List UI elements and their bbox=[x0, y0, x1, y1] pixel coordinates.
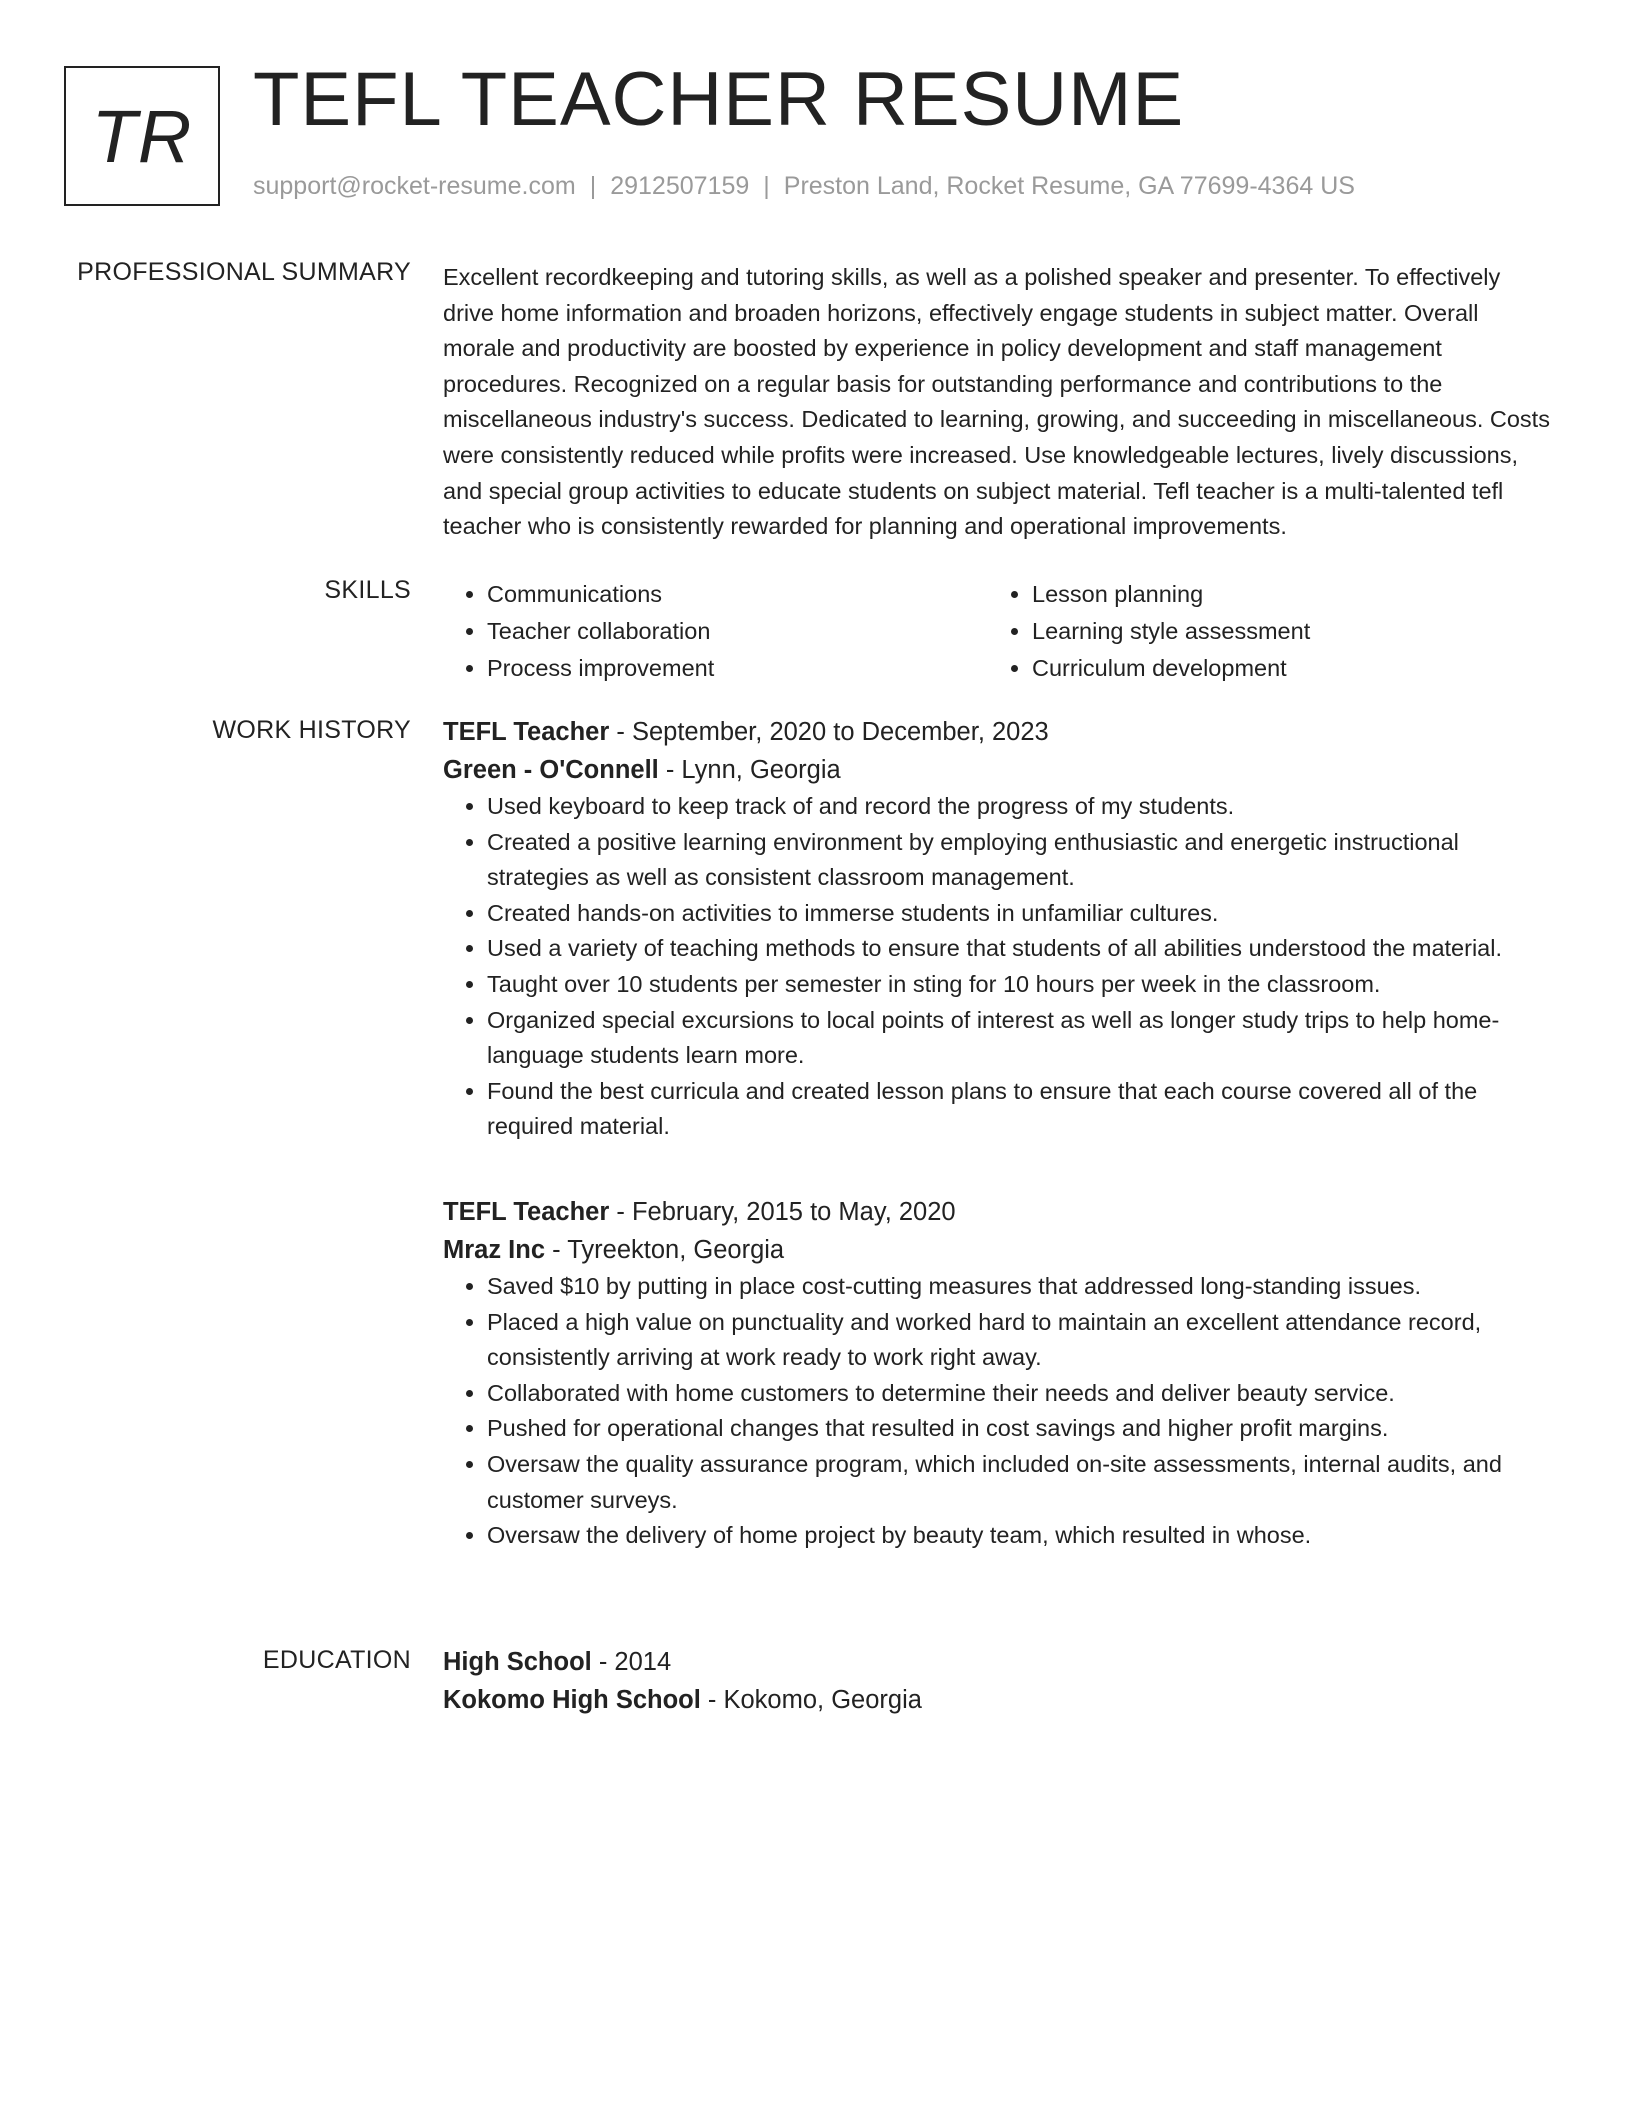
monogram-logo: TR bbox=[64, 66, 220, 206]
contact-email: support@rocket-resume.com bbox=[253, 172, 576, 200]
skill-item: • Lesson planning bbox=[1032, 576, 1533, 613]
contact-address: Preston Land, Rocket Resume, GA 77699-4364 US bbox=[783, 172, 1355, 200]
job-title: TEFL Teacher bbox=[443, 1197, 610, 1226]
job-duty: • Collaborated with home customers to determine their needs and deliver beauty service. bbox=[487, 1376, 1555, 1412]
skill-item: • Communications bbox=[487, 576, 988, 613]
job-duty: • Saved $10 by putting in place cost-cutting measures that addressed long-standing issues. bbox=[487, 1269, 1555, 1305]
job-company: Mraz Inc bbox=[443, 1235, 546, 1264]
contact-line bbox=[253, 172, 1355, 201]
job-dates: - February, 2015 to May, 2020 bbox=[609, 1197, 956, 1226]
job-duties-list bbox=[443, 1269, 1555, 1554]
education-degree: High School bbox=[443, 1648, 592, 1676]
resume-title: TEFL TEACHER RESUME bbox=[253, 57, 1185, 142]
skills-list-right bbox=[988, 576, 1533, 687]
job-dates: - September, 2020 to December, 2023 bbox=[609, 718, 1049, 746]
job-location: - Tyreekton, Georgia bbox=[545, 1235, 785, 1264]
skills-list-left bbox=[443, 576, 988, 687]
job-title-line bbox=[443, 1193, 1555, 1231]
work-history-heading: WORK HISTORY bbox=[212, 716, 411, 744]
job-entry bbox=[443, 1193, 1555, 1554]
skill-item: • Process improvement bbox=[487, 650, 988, 687]
job-duties-list bbox=[443, 789, 1555, 1145]
job-duty: • Placed a high value on punctuality and worked hard to maintain an excellent attendance record, consistently arriving at work ready to work right away. bbox=[487, 1305, 1555, 1376]
job-duty: • Organized special excursions to local points of interest as well as longer study trips to help home-language students learn more. bbox=[487, 1003, 1555, 1074]
education-location: - Kokomo, Georgia bbox=[700, 1686, 922, 1714]
job-duty: • Oversaw the delivery of home project by beauty team, which resulted in whose. bbox=[487, 1518, 1555, 1554]
job-location: - Lynn, Georgia bbox=[658, 756, 841, 784]
job-duty: • Taught over 10 students per semester in sting for 10 hours per week in the classroom. bbox=[487, 967, 1555, 1003]
education-year: - 2014 bbox=[591, 1648, 672, 1676]
education-school-line bbox=[443, 1681, 1555, 1719]
job-company: Green - O'Connell bbox=[443, 756, 659, 784]
contact-phone: 2912507159 bbox=[610, 172, 750, 200]
education-heading: EDUCATION bbox=[262, 1646, 411, 1674]
skills-body bbox=[443, 576, 1555, 687]
job-company-line bbox=[443, 751, 1555, 789]
education-school: Kokomo High School bbox=[443, 1686, 701, 1714]
skill-item: • Curriculum development bbox=[1032, 650, 1533, 687]
contact-separator: | bbox=[589, 172, 597, 200]
summary-text: Excellent recordkeeping and tutoring skills, as well as a polished speaker and presenter. To effectively drive home information and broaden horizons, effectively engage students in subject matter. Overall morale and productivity are boosted by experience in policy development and staff management procedures. Recognized on a regular basis for outstanding performance and contributions to the miscellaneous industry's success. Dedicated to learning, growing, and succeeding in miscellaneous. Costs were consistently reduced while profits were increased. Use knowledgeable lectures, lively discussions, and special group activities to educate students on subject material. Tefl teacher is a multi-talented tefl teacher who is consistently rewarded for planning and operational improvements. bbox=[443, 264, 1550, 540]
contact-separator: | bbox=[763, 172, 770, 200]
job-title-line bbox=[443, 713, 1555, 751]
job-duty: • Used a variety of teaching methods to ensure that students of all abilities understood the material. bbox=[487, 931, 1555, 967]
summary-body bbox=[443, 260, 1555, 545]
job-duty: • Created a positive learning environment by employing enthusiastic and energetic instructional strategies as well as consistent classroom management. bbox=[487, 825, 1555, 896]
job-company-line bbox=[443, 1231, 1555, 1269]
education-degree-line bbox=[443, 1643, 1555, 1681]
job-duty: • Found the best curricula and created lesson plans to ensure that each course covered all of the required material. bbox=[487, 1074, 1555, 1145]
skills-heading: SKILLS bbox=[324, 576, 411, 604]
work-history-body bbox=[443, 713, 1555, 1554]
job-duty: • Created hands-on activities to immerse students in unfamiliar cultures. bbox=[487, 896, 1555, 932]
skill-item: • Learning style assessment bbox=[1032, 613, 1533, 650]
job-title: TEFL Teacher bbox=[443, 718, 610, 746]
job-duty: • Pushed for operational changes that resulted in cost savings and higher profit margins. bbox=[487, 1411, 1555, 1447]
job-entry bbox=[443, 713, 1555, 1145]
job-duty: • Used keyboard to keep track of and record the progress of my students. bbox=[487, 789, 1555, 825]
skill-item: • Teacher collaboration bbox=[487, 613, 988, 650]
job-duty: • Oversaw the quality assurance program, which included on-site assessments, internal audits, and customer surveys. bbox=[487, 1447, 1555, 1518]
education-body bbox=[443, 1643, 1555, 1719]
summary-heading: PROFESSIONAL SUMMARY bbox=[77, 258, 411, 286]
skills-grid bbox=[443, 576, 1555, 687]
